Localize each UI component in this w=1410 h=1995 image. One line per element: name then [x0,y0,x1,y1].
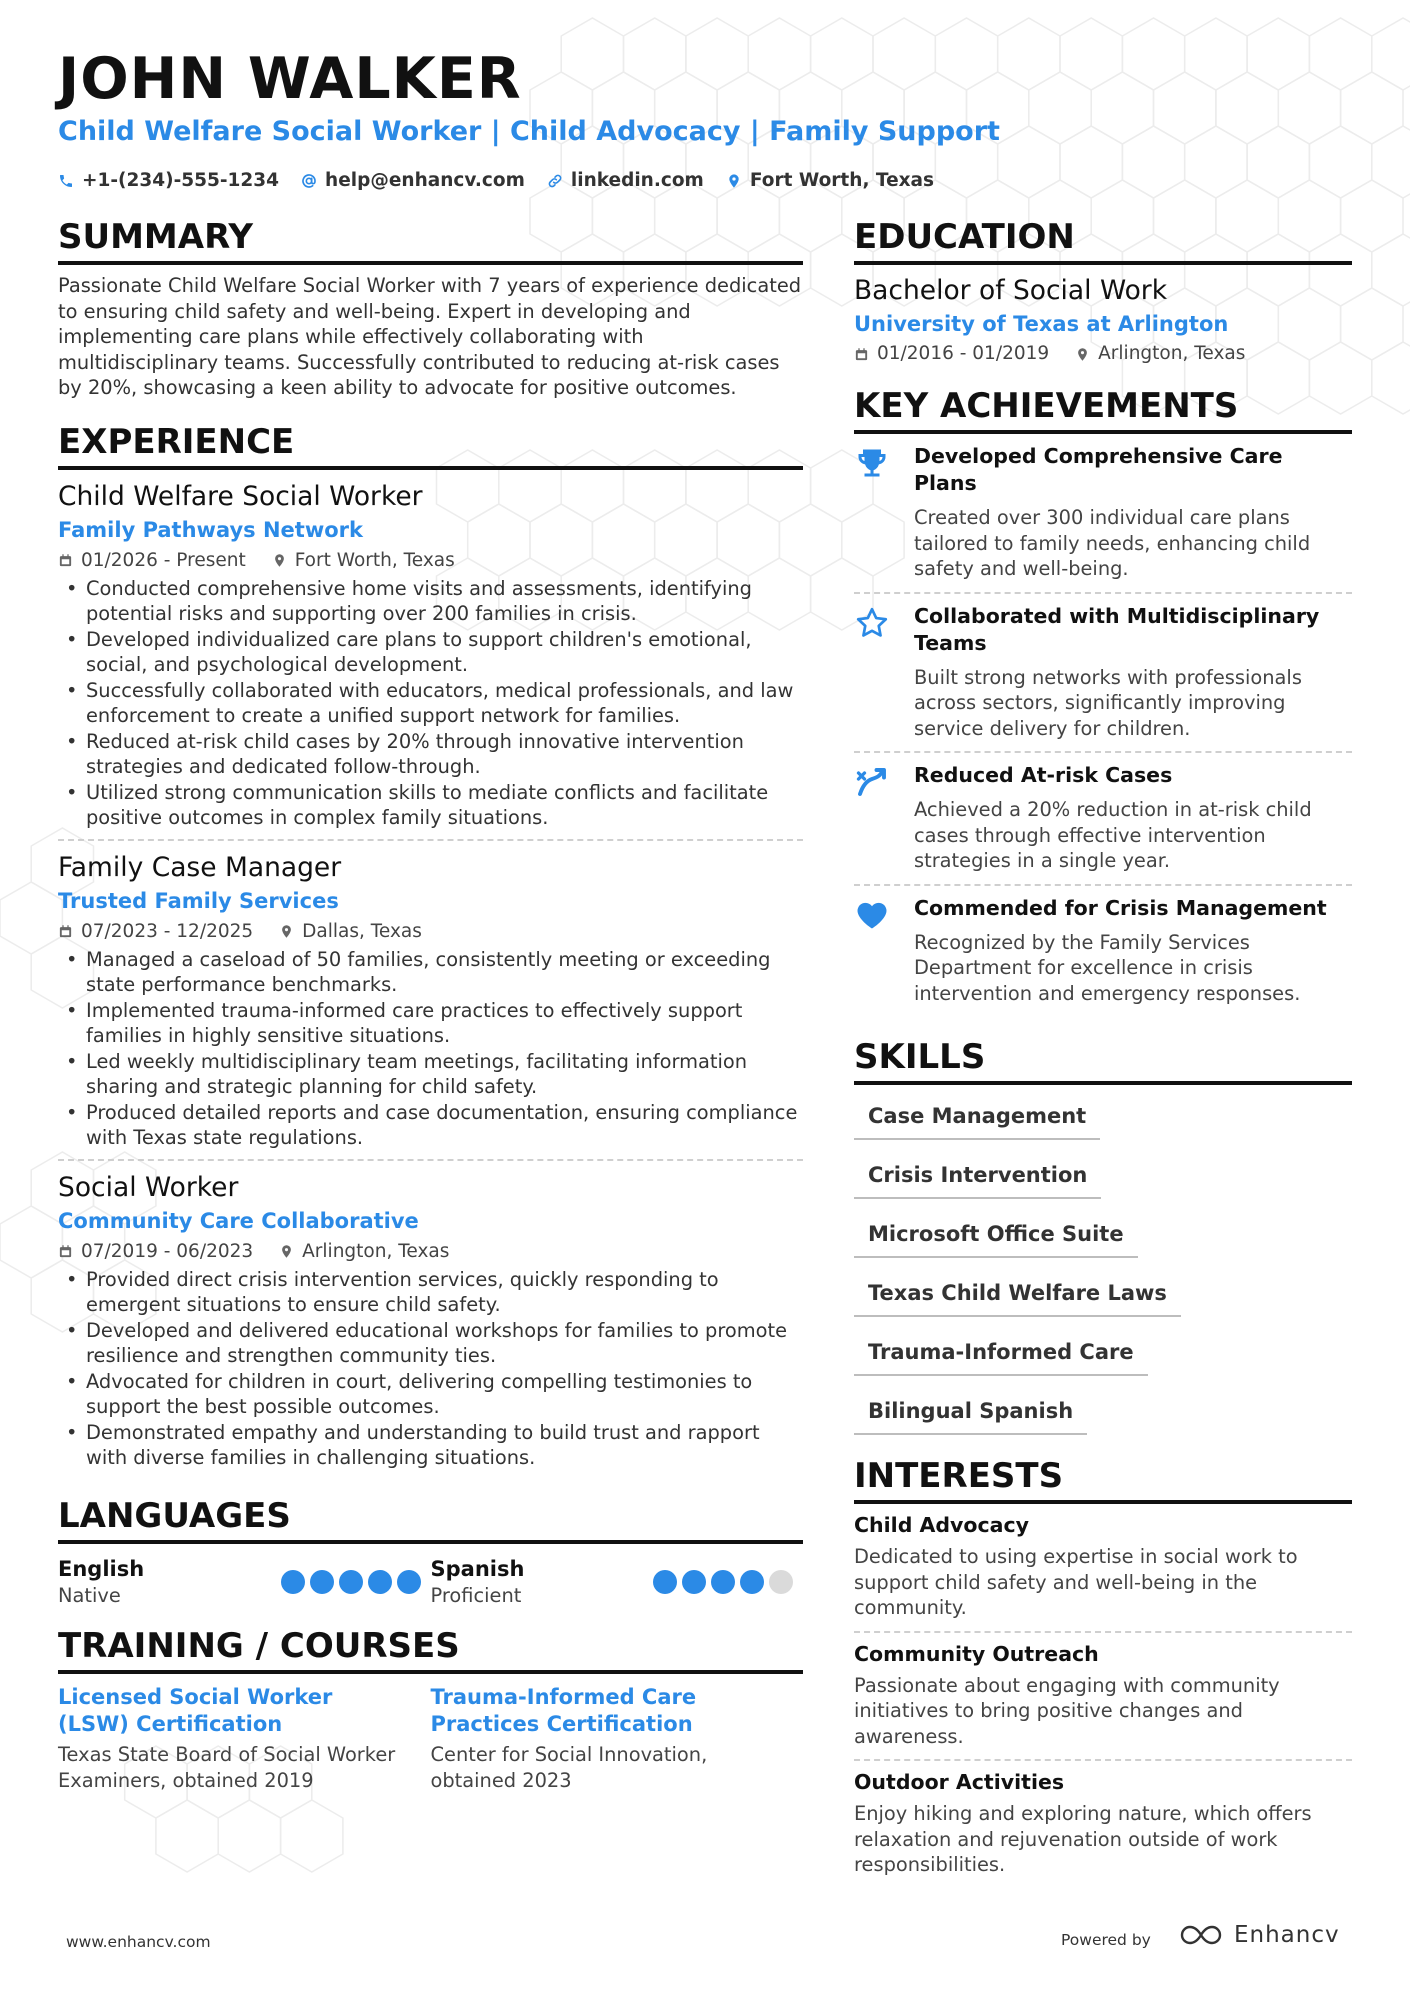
left-column [58,218,803,1816]
skill-tag: Crisis Intervention [854,1152,1101,1199]
trend-arrow-icon [854,762,896,874]
degree: Bachelor of Social Work [854,275,1168,307]
bullet-item: • Produced detailed reports and case documentation, ensuring compliance with Texas state regulations. [58,1100,803,1151]
skill-tag: Microsoft Office Suite [854,1211,1138,1258]
enhancv-logo-icon [1180,1922,1226,1948]
experience-item [58,839,803,1159]
achievement-body [914,762,1352,874]
language-item [431,1556,804,1609]
experience-section [58,423,803,1479]
calendar-icon [854,347,869,362]
language-rating [653,1570,793,1609]
job-dates [58,1237,253,1267]
bullet-item: • Provided direct crisis intervention services, quickly responding to emergent situations to ensure child safety. [58,1267,803,1318]
experience-list [58,470,803,1479]
right-column [854,218,1352,1910]
job-company[interactable]: Community Care Collaborative [58,1208,419,1233]
job-company[interactable]: Family Pathways Network [58,517,363,542]
achievement-item [854,751,1352,884]
achievements-section [854,387,1352,1016]
achievement-title: Developed Comprehensive Care Plans [914,444,1283,496]
interests-list [854,1504,1352,1888]
language-level: Native [58,1583,121,1607]
footer-brand: Enhancv [1234,1922,1340,1948]
experience-title: EXPERIENCE [58,423,803,470]
job-role: Family Case Manager [58,851,342,883]
achievement-body [914,603,1352,742]
footer-powered-by: Powered by [1061,1931,1151,1949]
interest-item [854,1631,1352,1760]
course-title: Licensed Social Worker (LSW) Certification [58,1684,333,1736]
rating-dot-filled [682,1570,706,1594]
bullet-item: • Reduced at-risk child cases by 20% through innovative intervention strategies and dedicated follow-through. [58,729,803,780]
contact-linkedin[interactable] [547,170,704,191]
achievement-item [854,434,1352,592]
interest-desc: Passionate about engaging with community initiatives to bring positive changes and awareness. [854,1673,1280,1748]
rating-dot-filled [368,1570,392,1594]
education-meta [854,339,1352,369]
rating-dot-filled [740,1570,764,1594]
training-list [58,1684,803,1794]
course-desc: Center for Social Innovation, obtained 2023 [430,1742,708,1792]
job-dates-text: 01/2026 - Present [81,549,246,571]
summary-title: SUMMARY [58,218,803,265]
job-location [279,917,422,947]
rating-dot-filled [711,1570,735,1594]
language-item [58,1556,431,1609]
language-text [58,1556,144,1609]
course-item [431,1684,804,1794]
language-rating [281,1570,421,1609]
education-section [854,218,1352,369]
contact-bar [58,170,934,191]
achievement-title: Commended for Crisis Management [914,895,1327,920]
job-dates [58,546,246,576]
contact-email[interactable] [301,170,525,191]
achievement-desc: Recognized by the Family Services Department for excellence in crisis intervention and emergency responses. [914,930,1301,1005]
course-desc: Texas State Board of Social Worker Examiners, obtained 2019 [58,1742,396,1792]
bullet-item: • Utilized strong communication skills to mediate conflicts and facilitate positive outcomes in complex family situations. [58,780,803,831]
course-item [58,1684,431,1794]
experience-item [58,470,803,839]
interests-section [854,1457,1352,1888]
linkedin-text: linkedin.com [570,170,704,191]
rating-dot-filled [339,1570,363,1594]
job-bullets [58,1267,803,1471]
language-name: Spanish [430,1556,525,1581]
skills-title: SKILLS [854,1038,1352,1085]
skills-section [854,1038,1352,1447]
interest-desc: Enjoy hiking and exploring nature, which offers relaxation and rejuvenation outside of work responsibilities. [854,1802,1312,1877]
education-title: EDUCATION [854,218,1352,265]
achievements-title: KEY ACHIEVEMENTS [854,387,1352,434]
calendar-icon [58,553,73,568]
language-text [431,1556,525,1609]
location-pin-icon [1075,347,1090,362]
school: University of Texas at Arlington [854,312,1229,337]
contact-phone[interactable] [58,170,279,191]
bullet-item: • Led weekly multidisciplinary team meetings, facilitating information sharing and strategic planning for child safety. [58,1049,803,1100]
bullet-item: • Developed and delivered educational workshops for families to promote resilience and strengthen community ties. [58,1318,803,1369]
contact-location [726,170,934,191]
job-dates-text: 07/2019 - 06/2023 [81,1240,254,1262]
email-text: help@enhancv.com [325,170,525,191]
job-dates [58,917,253,947]
candidate-name: JOHN WALKER [58,46,522,112]
interest-title: Child Advocacy [854,1513,1029,1538]
job-meta [58,917,803,947]
interest-desc: Dedicated to using expertise in social work to support child safety and well-being in the community. [854,1545,1298,1620]
achievement-body [914,895,1352,1007]
education-dates-text: 01/2016 - 01/2019 [877,343,1050,365]
location-text: Fort Worth, Texas [749,170,935,191]
experience-item [58,1159,803,1479]
skill-tag: Bilingual Spanish [854,1388,1087,1435]
achievement-desc: Achieved a 20% reduction in at-risk child cases through effective intervention strategies in a single year. [914,798,1312,873]
language-level: Proficient [430,1583,522,1607]
summary-section [58,218,803,401]
job-meta [58,546,803,576]
rating-dot-filled [281,1570,305,1594]
location-pin-icon [279,1244,294,1259]
trophy-icon [854,443,896,582]
job-location-text: Arlington, Texas [302,1240,450,1262]
location-pin-icon [272,553,287,568]
achievements-list [854,434,1352,1016]
summary-text: Passionate Child Welfare Social Worker with 7 years of experience dedicated to ensuring child safety and well-being. Expert in developing and implementing care plans while effectively collaborating with multidisciplinary teams. Successfully contributed to reducing at-risk cases by 20%, showcasing a keen ability to advocate for positive outcomes. [58,274,802,400]
skill-tag: Texas Child Welfare Laws [854,1270,1181,1317]
education-location [1075,339,1245,369]
skill-tag: Trauma-Informed Care [854,1329,1148,1376]
job-bullets [58,947,803,1151]
job-location-text: Fort Worth, Texas [294,549,455,571]
phone-icon [58,173,74,189]
job-bullets [58,576,803,831]
job-dates-text: 07/2023 - 12/2025 [81,920,254,942]
training-title: TRAINING / COURSES [58,1627,803,1674]
bullet-item: • Managed a caseload of 50 families, consistently meeting or exceeding state performance benchmarks. [58,947,803,998]
skills-list [854,1093,1352,1447]
interest-item [854,1504,1352,1631]
bullet-item: • Conducted comprehensive home visits and assessments, identifying potential risks and supporting over 200 families in crisis. [58,576,803,627]
bullet-item: • Demonstrated empathy and understanding to build trust and rapport with diverse families in challenging situations. [58,1420,803,1471]
language-name: English [58,1556,145,1581]
education-location-text: Arlington, Texas [1098,343,1246,365]
bullet-item: • Developed individualized care plans to support children's emotional, social, and psychological development. [58,627,803,678]
heart-icon [854,895,896,1007]
training-section [58,1627,803,1794]
job-company[interactable]: Trusted Family Services [58,888,339,913]
job-role: Child Welfare Social Worker [58,480,423,512]
achievement-body [914,443,1352,582]
rating-dot-empty [769,1570,793,1594]
phone-text: +1-(234)-555-1234 [82,170,280,191]
job-meta [58,1237,803,1267]
education-dates [854,339,1049,369]
rating-dot-filled [653,1570,677,1594]
job-location [279,1237,449,1267]
achievement-title: Collaborated with Multidisciplinary Teams [914,603,1320,655]
footer-logo[interactable] [1180,1922,1340,1948]
achievement-title: Reduced At-risk Cases [914,763,1173,788]
bullet-item: • Implemented trauma-informed care practices to effectively support families in highly sensitive situations. [58,998,803,1049]
location-pin-icon [279,924,294,939]
interests-title: INTERESTS [854,1457,1352,1504]
link-icon [547,173,563,189]
location-pin-icon [726,173,742,189]
achievement-item [854,884,1352,1017]
at-icon [301,173,317,189]
bullet-item: • Advocated for children in court, delivering compelling testimonies to support the best possible outcomes. [58,1369,803,1420]
job-role: Social Worker [58,1171,239,1203]
job-location [272,546,455,576]
interest-item [854,1759,1352,1888]
course-title: Trauma-Informed Care Practices Certification [430,1684,697,1736]
achievement-desc: Created over 300 individual care plans tailored to family needs, enhancing child safety and well-being. [914,506,1311,581]
rating-dot-filled [310,1570,334,1594]
languages-list [58,1556,803,1609]
job-location-text: Dallas, Texas [302,920,422,942]
interest-title: Outdoor Activities [854,1770,1065,1795]
calendar-icon [58,1244,73,1259]
footer-url[interactable]: www.enhancv.com [66,1933,211,1951]
bullet-item: • Successfully collaborated with educators, medical professionals, and law enforcement to create a unified support network for families. [58,678,803,729]
achievement-desc: Built strong networks with professionals across sectors, significantly improving service delivery for children. [914,665,1302,740]
headline: Child Welfare Social Worker | Child Advocacy | Family Support [58,116,1000,147]
calendar-icon [58,924,73,939]
interest-title: Community Outreach [854,1641,1099,1666]
skill-tag: Case Management [854,1093,1100,1140]
star-icon [854,603,896,742]
rating-dot-filled [397,1570,421,1594]
achievement-item [854,592,1352,752]
languages-title: LANGUAGES [58,1497,803,1544]
languages-section [58,1497,803,1609]
